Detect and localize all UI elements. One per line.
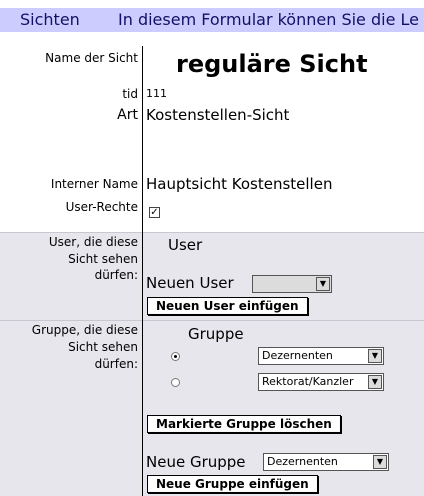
view-name-label: Name der Sicht [45, 51, 138, 65]
new-user-label: Neuen User [146, 274, 234, 292]
group-row-select[interactable] [258, 347, 384, 365]
add-user-button[interactable]: Neuen User einfügen [147, 297, 308, 315]
groups-column-header: Gruppe [188, 325, 244, 343]
users-label-line-2: Sicht sehen [68, 252, 138, 266]
internal-name-label: Interner Name [50, 177, 138, 191]
new-group-select-value: Dezernenten [267, 455, 338, 468]
chevron-down-icon: ▼ [373, 455, 387, 469]
tid-label: tid [122, 87, 138, 101]
page-description: In diesem Formular können Sie die Le [118, 10, 419, 29]
type-label: Art [117, 107, 138, 123]
column-divider [142, 46, 143, 496]
users-label-line-3: dürfen: [94, 268, 138, 282]
users-section-divider [0, 232, 424, 233]
users-column-header: User [168, 236, 203, 254]
delete-group-button[interactable]: Markierte Gruppe löschen [147, 415, 341, 433]
new-group-select[interactable] [263, 453, 389, 471]
group-row-radio[interactable] [171, 378, 180, 387]
user-rights-checkbox[interactable]: ✓ [150, 207, 159, 218]
group-row-radio[interactable] [171, 352, 180, 361]
internal-name-value: Hauptsicht Kostenstellen [146, 175, 333, 193]
chevron-down-icon: ▼ [368, 375, 382, 389]
page-header [0, 8, 424, 32]
group-row-select-value: Dezernenten [262, 349, 333, 362]
group-row-select-value: Rektorat/Kanzler [262, 375, 354, 388]
new-user-select[interactable] [252, 275, 332, 293]
chevron-down-icon: ▼ [316, 277, 330, 291]
groups-label-line-1: Gruppe, die diese [31, 323, 138, 337]
groups-label-line-3: dürfen: [94, 357, 138, 371]
new-group-label: Neue Gruppe [146, 453, 246, 471]
group-row-select[interactable] [258, 373, 384, 391]
chevron-down-icon: ▼ [368, 349, 382, 363]
page-title: Sichten [20, 10, 80, 29]
users-label-line-1: User, die diese [48, 235, 138, 249]
view-name-value: reguläre Sicht [176, 50, 368, 78]
groups-label-line-2: Sicht sehen [68, 340, 138, 354]
type-value: Kostenstellen-Sicht [146, 106, 290, 124]
user-rights-label: User-Rechte [65, 200, 138, 214]
add-group-button[interactable]: Neue Gruppe einfügen [147, 475, 318, 493]
groups-section-divider [0, 320, 424, 321]
tid-value: 111 [146, 87, 167, 100]
